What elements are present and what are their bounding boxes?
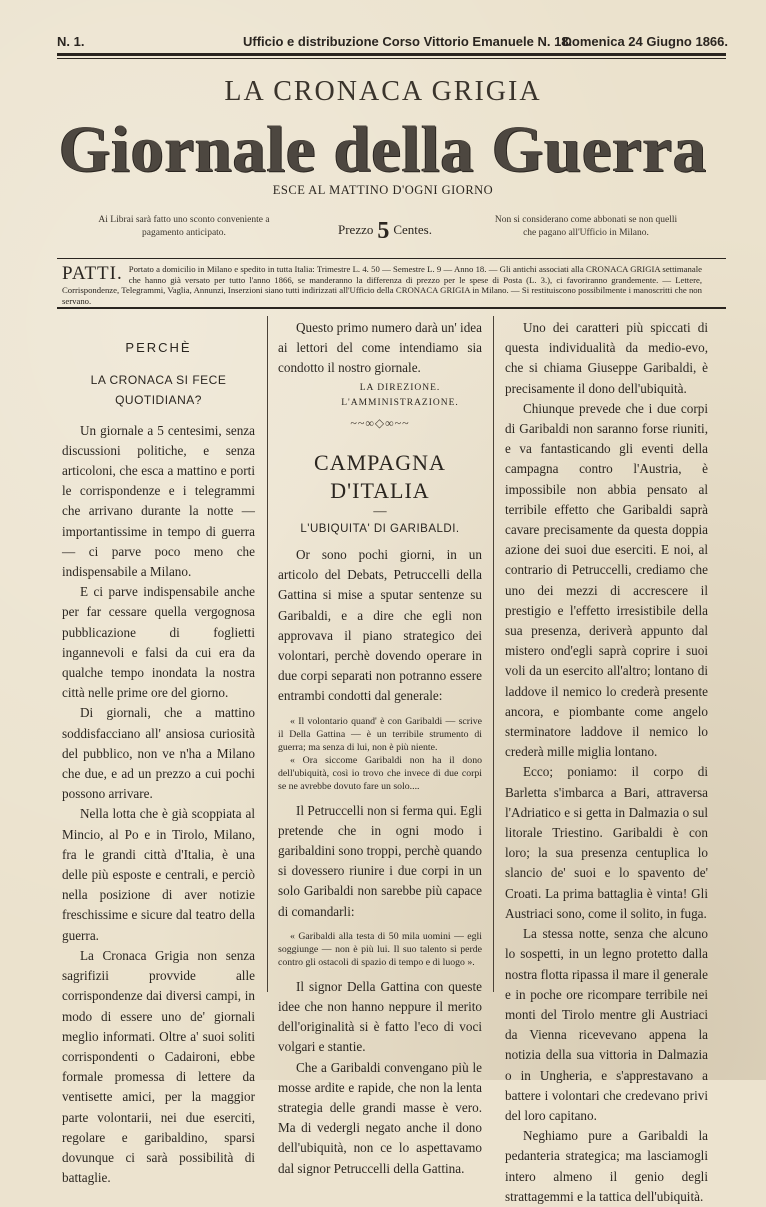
signature-direzione: LA DIREZIONE.	[359, 382, 441, 393]
column-divider-2	[493, 316, 494, 992]
paragraph: Chiunque prevede che i due corpi di Garibaldi non saranno forse riuniti, e va fantasticando gli eventi della campagna contro l'Austria, è impossibile non abbia pensato al terribile effetto che Garibaldi saprà cavare precisamente da questa doppia azione dei suoi due eserciti. E noi, al contrario di Petruccelli, crediamo che uno dei mezzi di accrescere il prestigio e l'effetto irresistibile della sua presenza, deriverà appunto dal mistero ond'egli saprà coprire i suoi voli da un esercito all'altro; lontano di laddove il nemico lo crederà presente ancora, e piombante come angelo sterminatore laddove il nemico lo crederà mille miglia lontano.	[505, 400, 708, 760]
patti-text: Portato a domicilio in Milano e spedito in tutta Italia: Trimestre L. 4. 50 — Semestre L. 9 — Anno 18. — Gli antichi associati alla CRONACA GRIGIA settimanale che hanno già versato per tutto l'anno 1866, se manderanno la differenza di prezzo per le spese di Posta (L. 3.), ci favoriranno grandemente. — Lettere, Corrispondenze, Telegrammi, Vaglia, Annunzi, Inserzioni siano tutti indirizzati all'Ufficio della CRONACA GRIGIA in Milano. — Si restituiscono possibilmente i manoscritti che non servano.	[62, 264, 702, 306]
paragraph: Un giornale a 5 centesimi, senza discussioni politiche, e senza articoloni, che esca a mattino e porti le corrispondenze e i telegrammi che arrivano durante la notte — importantissime in tempo di guerra — ci parve poco meno che indispensabile a Milano.	[62, 422, 255, 580]
booksellers-note: Ai Librai sarà fatto uno sconto conveniente a pagamento anticipato.	[98, 215, 270, 238]
intro-paragraph: Questo primo numero darà un' idea ai lettori del come intendiamo sia condotto il nostro giornale.	[278, 320, 482, 376]
paragraph: Nella lotta che è già scoppiata al Mincio, al Po e in Tirolo, Milano, fra le grandi città d'Italia, è una delle più esposte e centrali, e perciò nella posizione di aver notizie freschissime e sicure dal teatro della guerra.	[62, 806, 255, 943]
article-subtitle-perche: LA CRONACA SI FECE QUOTIDIANA?	[90, 373, 227, 408]
subscribers-note: Non si considerano come abbonati se non quelli che pagano all'Ufficio in Milano.	[494, 215, 678, 238]
article-title-perche: PERCHÈ	[125, 340, 192, 355]
paragraph: Ecco; poniamo: il corpo di Barletta s'imbarca a Bari, attraversa l'Adriatico e si getta in Dalmazia o sul litorale Triestino. Garibaldi è con loro; la sua presenza centuplica lo slancio de' suoi e lo spavento de' Croati. La prima battaglia è vinta! Gli Austriaci sono, come il solito, in fuga.	[505, 764, 708, 921]
section-title: CAMPAGNA D'ITALIA	[314, 449, 446, 503]
paragraph: Neghiamo pure a Garibaldi la pedanteria strategica; ma lasciamogli intero almeno il genio degli strattagemmi e la tattica dell'ubiquità.	[505, 1128, 708, 1204]
column-campagna	[278, 318, 482, 1179]
price-value: 5	[377, 218, 390, 244]
column-divider-1	[267, 316, 268, 992]
quote-block	[278, 930, 482, 969]
article-title-ubiquita: L'UBIQUITA' DI GARIBALDI.	[300, 522, 460, 535]
signature-amministrazione: L'AMMINISTRAZIONE.	[341, 397, 459, 408]
paragraph: Il signor Della Gattina con queste idee che non hanno neppure il merito dell'originalità si è fatto l'eco di voci volgari e stantie.	[278, 978, 482, 1055]
section-dash: —	[373, 502, 387, 518]
column-ubiquita-continued	[505, 318, 708, 1207]
header-rule	[57, 53, 726, 56]
paragraph: Or sono pochi giorni, in un articolo del Debats, Petruccelli della Gattina si mise a sputar sentenze su Garibaldi, e a dire che egli non approvava il piano strategico dei volontari, perchè dovendo operare in due corpi separati non potranno essere entrambi condotti dal generale:	[278, 547, 482, 704]
paragraph: Che a Garibaldi convengano più le mosse ardite e rapide, che non la lenta strategia delle grandi masse è vero. Ma di vedergli negato anche il dono dell'ubiquità, non ce lo aspettavamo dal signor Petruccelli della Gattina.	[278, 1059, 482, 1176]
price	[300, 218, 470, 245]
paragraph: Il Petruccelli non si ferma qui. Egli pretende che in ogni modo i garibaldini sono troppi, perchè quando si dovessero riunire i due corpi in un solo Garibaldi non sarebbe più capace di comandarli:	[278, 802, 482, 919]
office-address: Ufficio e distribuzione Corso Vittorio Emanuele N. 18.	[243, 34, 573, 49]
quote-paragraph: « Garibaldi alla testa di 50 mila uomini — egli soggiunge — non è più lui. Il suo talento si perde contro gli ostacoli di spazio di tempo e di luogo ».	[278, 930, 482, 968]
masthead-title: Giornale della Guerra	[59, 113, 707, 186]
quote-paragraph: « Ora siccome Garibaldi non ha il dono dell'ubiquità, così io trovo che invece di due corpi se ne avrebbe dovuto fare un solo....	[278, 754, 482, 792]
quote-block	[278, 715, 482, 793]
price-prefix: Prezzo	[337, 222, 374, 237]
header-line	[57, 34, 752, 52]
issue-number: N. 1.	[57, 34, 85, 49]
patti-bottom-rule	[57, 307, 726, 309]
price-suffix: Centes.	[393, 222, 432, 237]
issue-date: Domenica 24 Giugno 1866.	[562, 34, 728, 49]
paragraph: Uno dei caratteri più spiccati di questa individualità da medio-evo, che si chiama Giuseppe Garibaldi, è precisamente il dono dell'ubiquità.	[505, 320, 708, 396]
ornament-divider: ~~∞◇∞~~	[350, 415, 410, 430]
patti-top-rule	[57, 258, 726, 259]
masthead-subtitle: LA CRONACA GRIGIA	[224, 76, 542, 107]
quote-paragraph: « Il volontario quand' è con Garibaldi — scrive il Della Gattina — è un terribile strumento di guerra; ma senza di lui, non è più niente.	[278, 715, 482, 753]
tagline: ESCE AL MATTINO D'OGNI GIORNO	[272, 183, 494, 197]
patti-block	[62, 264, 702, 306]
paragraph: Di giornali, che a mattino soddisfacciano all' ansiosa curiosità del pubblico, non ve n'ha a Milano che due, e ad un prezzo a cui pochi possono arrivare.	[62, 705, 255, 802]
paragraph: La stessa notte, senza che alcuno lo sospetti, in un legno protetto dalla nostra flotta ripassa il mare il generale e in poche ore ricompare terribile nei monti del Tirolo mentre gli Austriaci da Vienna ricevevano appena la notizia della sua vittoria in Dalmazia o in Ungheria, e s'apprestavano a battere i volontari che credevano privi del loro capitano.	[505, 926, 708, 1123]
patti-label: PATTI.	[62, 263, 123, 284]
paragraph: E ci parve indispensabile anche per far cessare quella vergognosa pubblicazione di foglietti ingannevoli e falsi da cui era da qualche tempo inondata la nostra città nelle prime ore del giorno.	[62, 584, 255, 701]
column-perche	[62, 318, 255, 1188]
header-rule-thin	[57, 58, 726, 59]
paragraph: La Cronaca Grigia non senza sagrifizii provvide alle corrispondenze dai diversi campi, in modo di essere uno de' giornali meglio informati. Oltre a' suoi soliti corrispondenti o Cadaironi, ebbe formale promessa di lettere da ventisette amici, per la maggior parte volontarii, nei due eserciti, regolare e garibaldino, sparsi dovunque ci sarà possibilità di battaglie.	[62, 947, 255, 1186]
